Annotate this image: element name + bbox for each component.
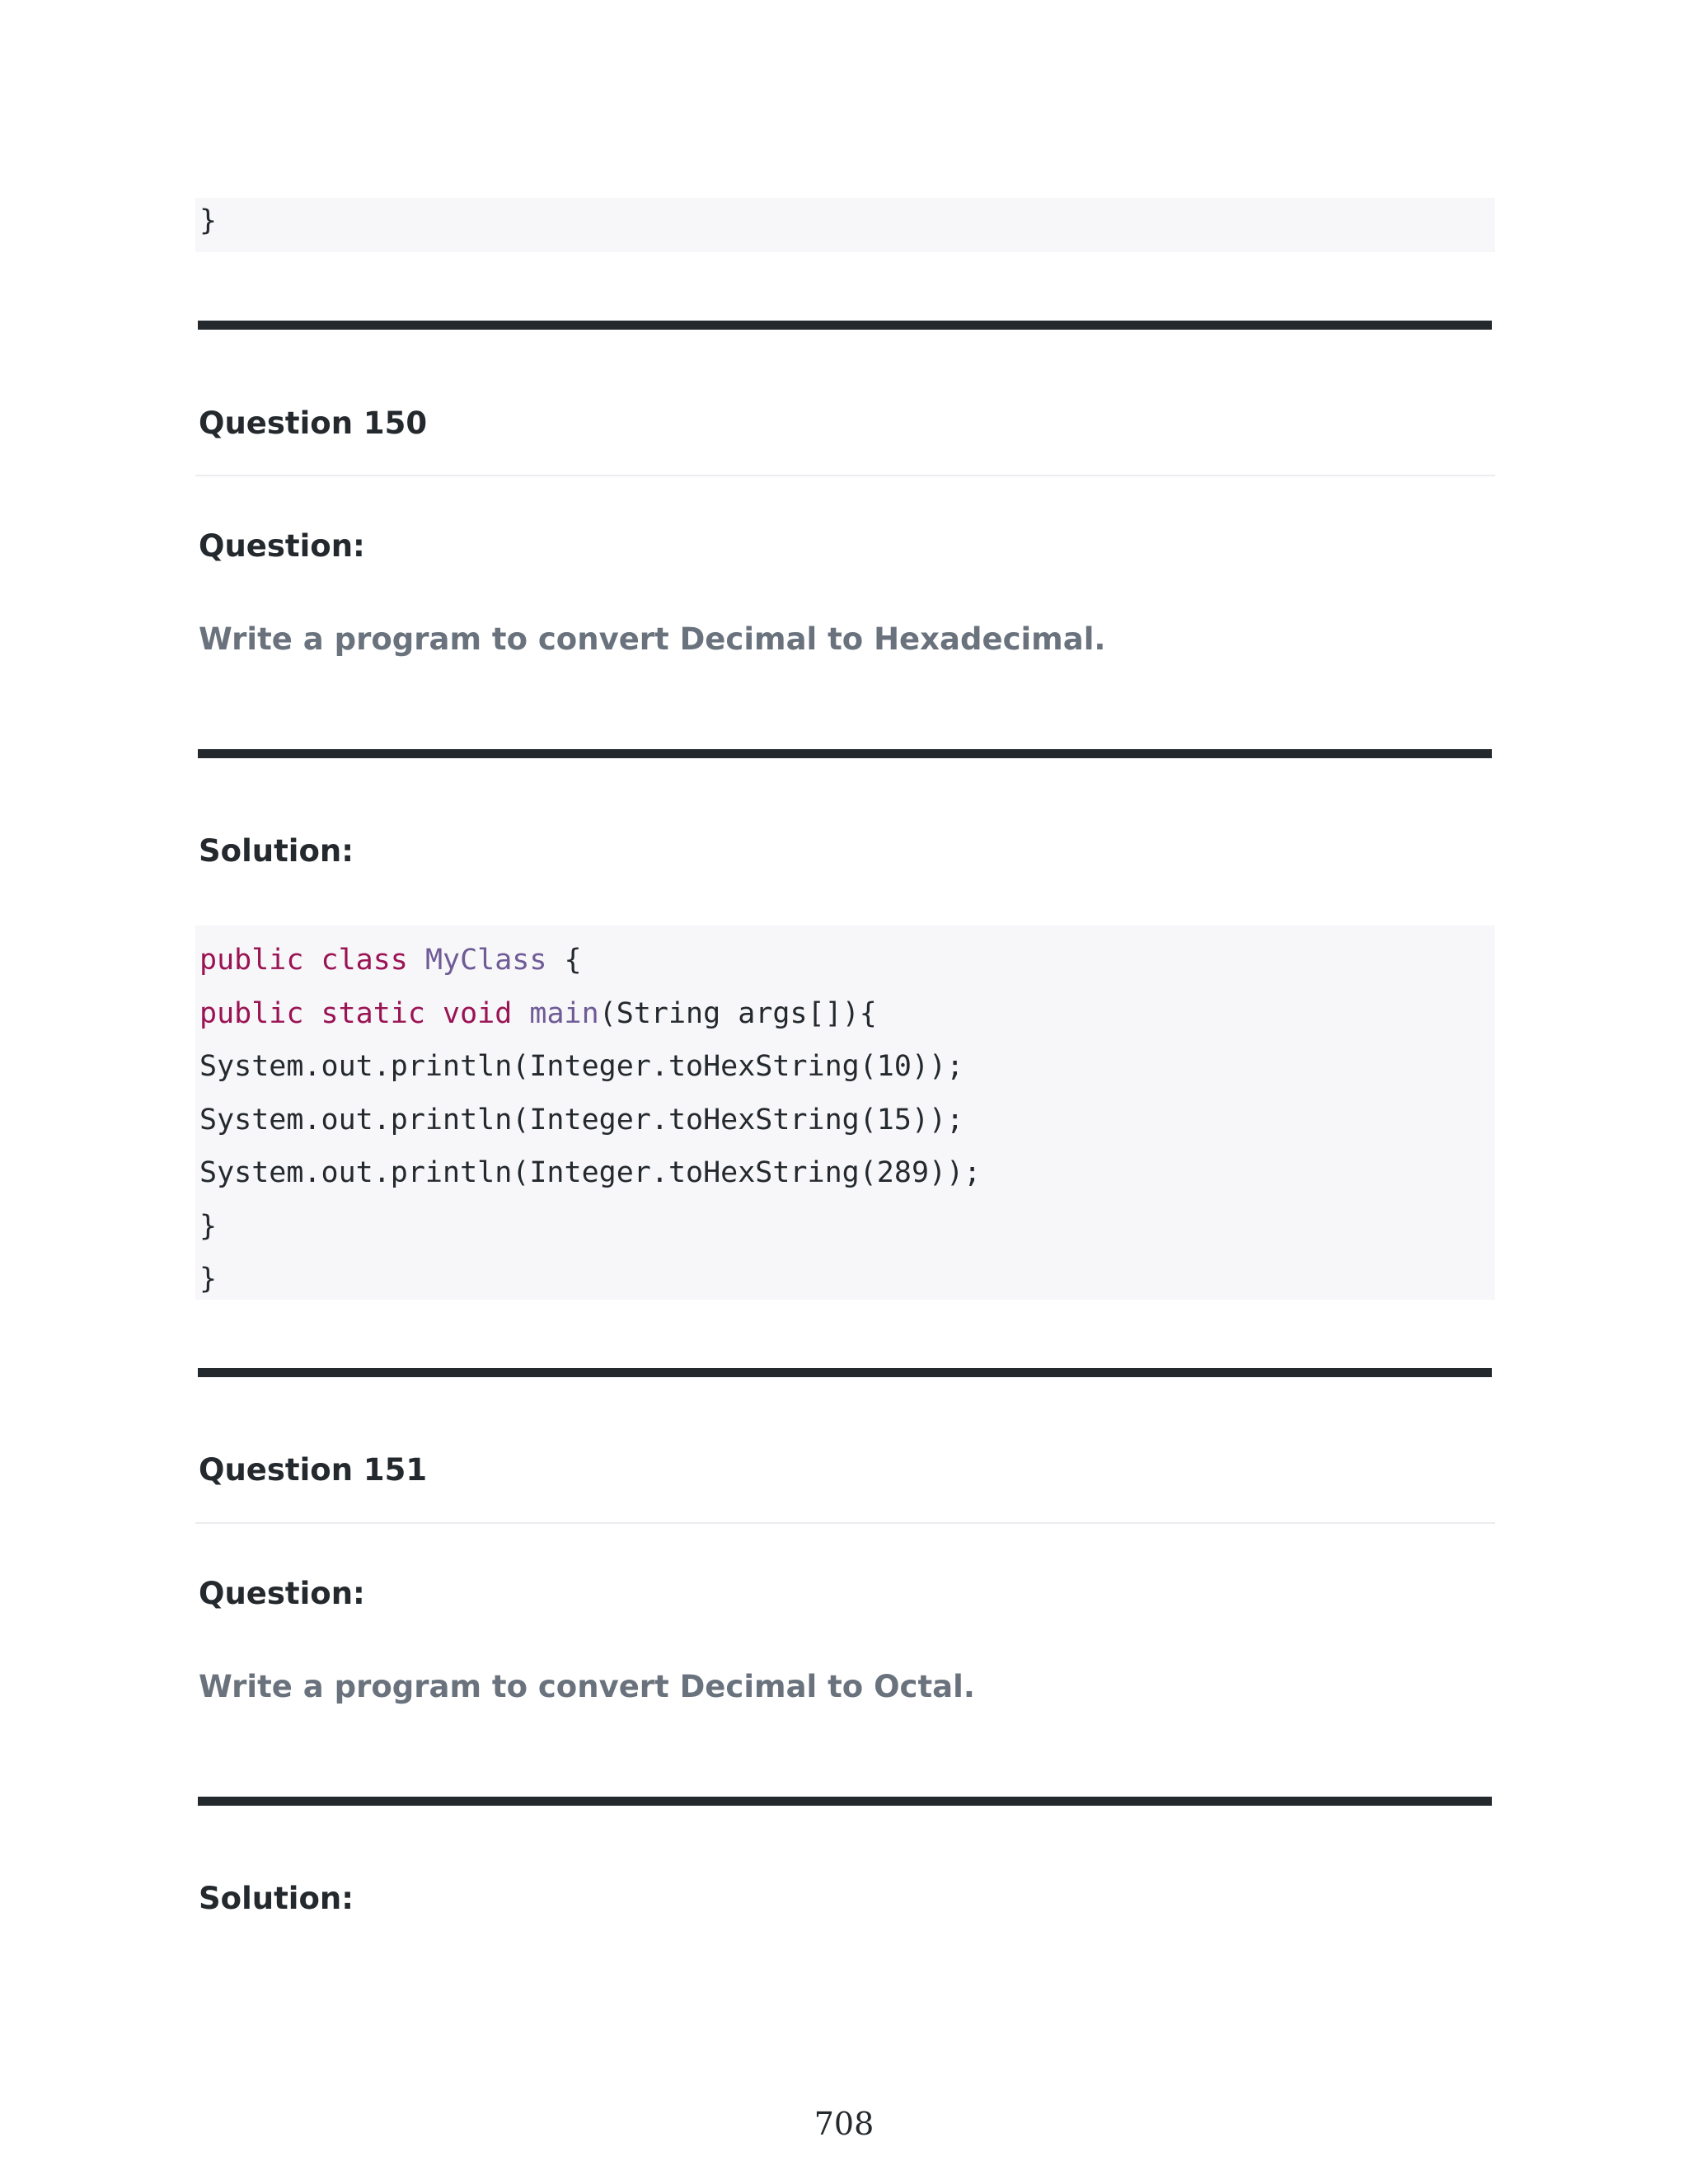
question-151-text: Write a program to convert Decimal to Octal. bbox=[199, 1669, 975, 1704]
question-151-label: Question: bbox=[199, 1576, 365, 1611]
code-line: } bbox=[199, 1263, 218, 1296]
code-keyword: class bbox=[321, 944, 408, 977]
title-underline bbox=[195, 475, 1495, 476]
code-keyword: static bbox=[321, 997, 425, 1030]
question-150-label: Question: bbox=[199, 528, 365, 564]
code-line: System.out.println(Integer.toHexString(10)); bbox=[199, 1050, 964, 1083]
title-underline bbox=[195, 1522, 1495, 1524]
section-divider bbox=[198, 1368, 1492, 1377]
code-keyword: public bbox=[199, 944, 304, 977]
section-divider bbox=[198, 749, 1492, 758]
section-divider bbox=[198, 1797, 1492, 1806]
code-method-name: main bbox=[529, 997, 599, 1030]
question-150-code-block bbox=[195, 926, 1495, 1300]
code-text: { bbox=[546, 944, 582, 977]
code-line: } bbox=[199, 1210, 218, 1243]
previous-code-block bbox=[195, 198, 1495, 252]
code-line bbox=[199, 996, 877, 1032]
code-line bbox=[199, 942, 582, 978]
code-line: System.out.println(Integer.toHexString(289)); bbox=[199, 1156, 982, 1189]
section-divider bbox=[198, 321, 1492, 330]
code-keyword: public bbox=[199, 997, 304, 1030]
page-number: 708 bbox=[814, 2106, 874, 2142]
question-150-solution-label: Solution: bbox=[199, 833, 354, 869]
code-text: (String args[]){ bbox=[598, 997, 877, 1030]
question-150-text: Write a program to convert Decimal to Hexadecimal. bbox=[199, 621, 1106, 657]
question-151-title: Question 151 bbox=[199, 1452, 428, 1488]
question-150-title: Question 150 bbox=[199, 405, 428, 441]
code-class-name: MyClass bbox=[424, 944, 547, 977]
code-line: System.out.println(Integer.toHexString(15)); bbox=[199, 1104, 964, 1137]
code-line: } bbox=[199, 204, 218, 237]
code-keyword: void bbox=[443, 997, 513, 1030]
question-151-solution-label: Solution: bbox=[199, 1881, 354, 1916]
